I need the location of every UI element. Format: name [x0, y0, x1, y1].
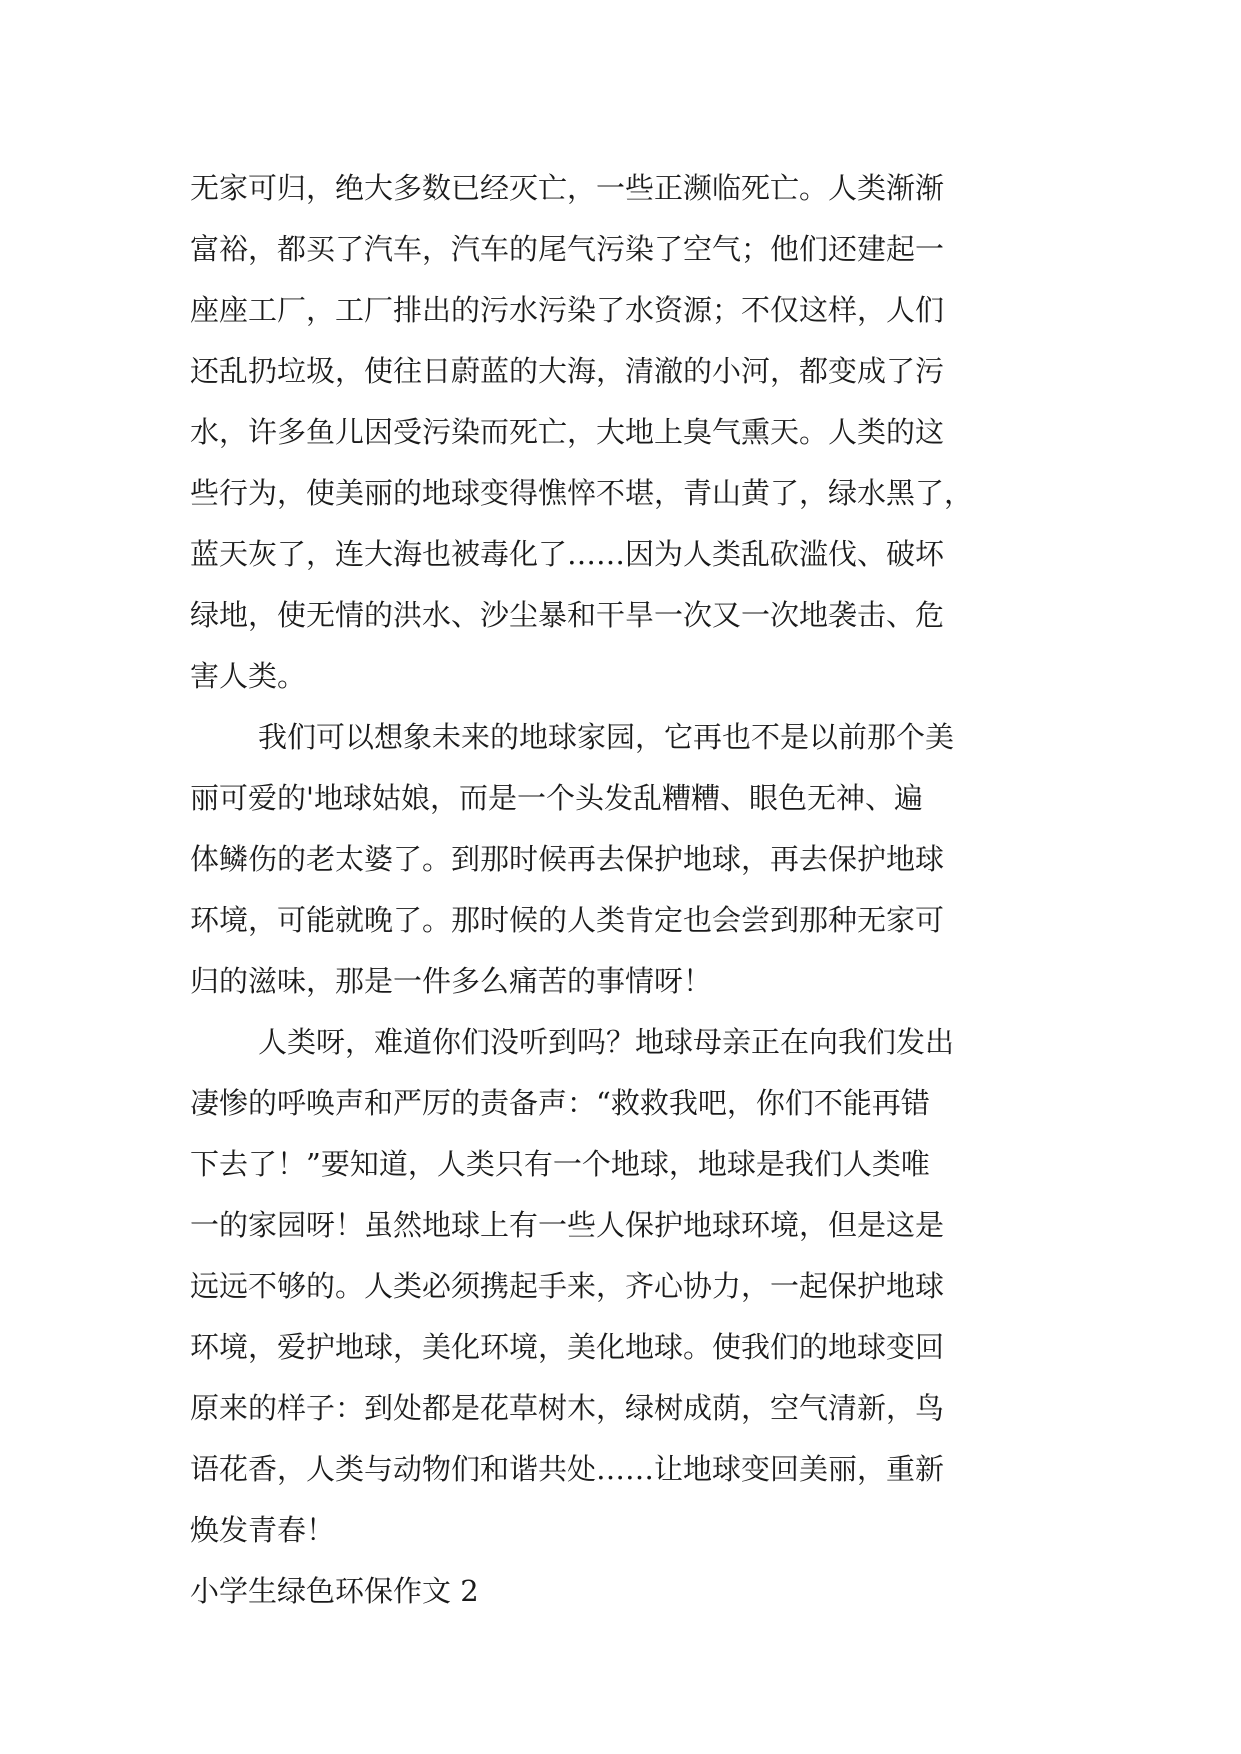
- text-line: 些行为，使美丽的地球变得憔悴不堪，青山黄了，绿水黑了，: [190, 476, 974, 510]
- text-line: 凄惨的呼唤声和严厉的责备声：“救救我吧，你们不能再错: [190, 1086, 930, 1120]
- text-line: 丽可爱的'地球姑娘，而是一个头发乱糟糟、眼色无神、遍: [190, 781, 923, 815]
- text-line: 归的滋味，那是一件多么痛苦的事情呀！: [190, 964, 713, 998]
- text-line: 无家可归，绝大多数已经灭亡，一些正濒临死亡。人类渐渐: [190, 171, 945, 205]
- paragraph-first-line: 人类呀，难道你们没听到吗？地球母亲正在向我们发出: [258, 1025, 955, 1059]
- text-line: 焕发青春！: [190, 1513, 336, 1547]
- text-line: 远远不够的。人类必须携起手来，齐心协力，一起保护地球: [190, 1269, 945, 1303]
- section-heading: 小学生绿色环保作文 2: [190, 1574, 479, 1608]
- text-line: 体鳞伤的老太婆了。到那时候再去保护地球，再去保护地球: [190, 842, 945, 876]
- text-line: 语花香，人类与动物们和谐共处……让地球变回美丽，重新: [190, 1452, 945, 1486]
- text-line: 绿地，使无情的洪水、沙尘暴和干旱一次又一次地袭击、危: [190, 598, 945, 632]
- text-line: 环境，可能就晚了。那时候的人类肯定也会尝到那种无家可: [190, 903, 945, 937]
- text-line: 水，许多鱼儿因受污染而死亡，大地上臭气熏天。人类的这: [190, 415, 945, 449]
- text-line: 一的家园呀！虽然地球上有一些人保护地球环境，但是这是: [190, 1208, 945, 1242]
- text-line: 下去了！”要知道，人类只有一个地球，地球是我们人类唯: [190, 1147, 930, 1181]
- text-line: 蓝天灰了，连大海也被毒化了……因为人类乱砍滥伐、破坏: [190, 537, 945, 571]
- text-line: 富裕，都买了汽车，汽车的尾气污染了空气；他们还建起一: [190, 232, 945, 266]
- document-body: [190, 158, 1060, 1622]
- paragraph-first-line: 我们可以想象未来的地球家园，它再也不是以前那个美: [258, 720, 955, 754]
- text-line: 原来的样子：到处都是花草树木，绿树成荫，空气清新，鸟: [190, 1391, 945, 1425]
- text-line: 环境，爱护地球，美化环境，美化地球。使我们的地球变回: [190, 1330, 945, 1364]
- text-line: 害人类。: [190, 659, 307, 693]
- text-line: 还乱扔垃圾，使往日蔚蓝的大海，清澈的小河，都变成了污: [190, 354, 945, 388]
- text-line: 座座工厂，工厂排出的污水污染了水资源；不仅这样，人们: [190, 293, 945, 327]
